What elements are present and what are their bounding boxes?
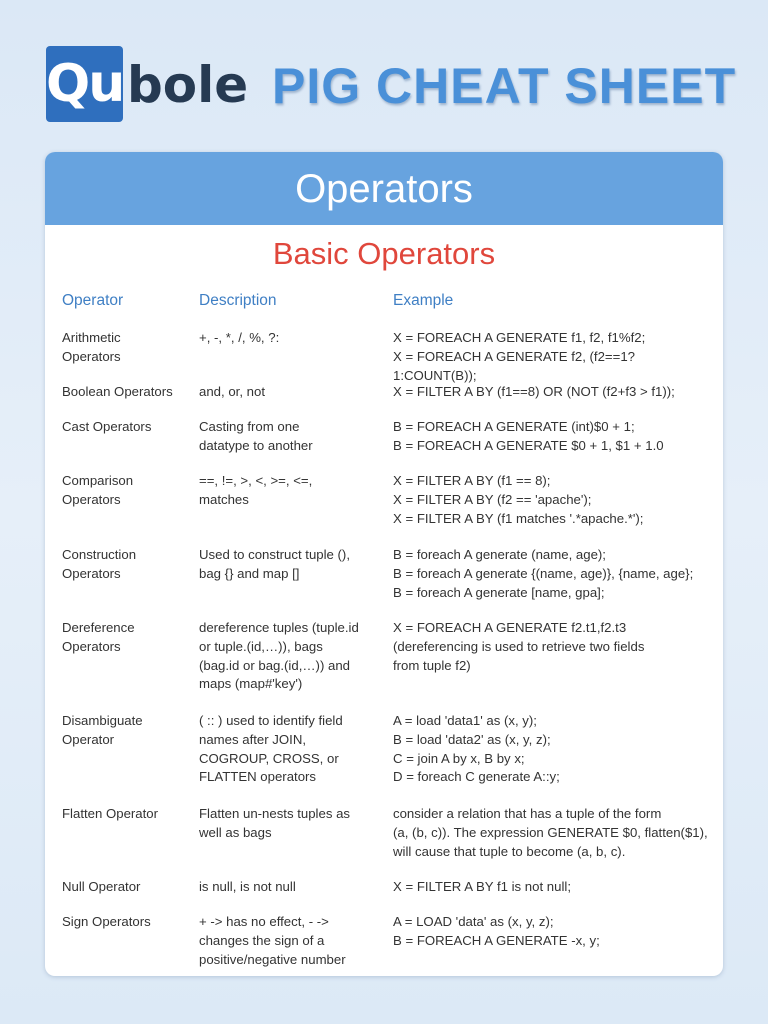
- operator-description: +, -, *, /, %, ?:: [199, 330, 280, 345]
- operator-name: Disambiguate Operator: [62, 713, 143, 747]
- column-header-operator: Operator: [62, 292, 124, 309]
- operator-description: dereference tuples (tuple.id or tuple.(id,…)), bags (bag.id or bag.(id,…)) and maps (map#'key'): [199, 620, 359, 692]
- operator-name: Construction Operators: [62, 547, 137, 581]
- operator-name: Boolean Operators: [62, 384, 173, 399]
- operator-name: Null Operator: [62, 879, 141, 894]
- operator-name: Arithmetic Operators: [62, 330, 121, 364]
- operator-description: Flatten un-nests tuples as well as bags: [199, 806, 351, 840]
- section-title: Basic Operators: [272, 236, 496, 271]
- operator-description: is null, is not null: [199, 879, 296, 894]
- operators-card: [45, 152, 723, 976]
- operator-example: A = load 'data1' as (x, y); B = load 'data2' as (x, y, z); C = join A by x, B by x; D = foreach C generate A::y;: [393, 713, 560, 785]
- operator-description: + -> has no effect, - -> changes the sign of a positive/negative number: [199, 914, 346, 967]
- operator-example: X = FILTER A BY f1 is not null;: [393, 879, 571, 894]
- operator-description: and, or, not: [199, 384, 265, 399]
- card-header: Operators: [45, 152, 723, 225]
- operator-description: ==, !=, >, <, >=, <=, matches: [199, 473, 313, 507]
- operator-name: Sign Operators: [62, 914, 151, 929]
- operator-description: ( :: ) used to identify field names after JOIN, COGROUP, CROSS, or FLATTEN operators: [199, 713, 343, 785]
- operator-example: X = FILTER A BY (f1==8) OR (NOT (f2+f3 > f1));: [393, 384, 675, 399]
- operator-description: Casting from one datatype to another: [199, 419, 313, 453]
- operator-name: Cast Operators: [62, 419, 152, 434]
- operator-example: consider a relation that has a tuple of the form (a, (b, c)). The expression GENERATE $0, flatten($1), will cause that tuple to become (a, b, c).: [393, 806, 708, 859]
- column-header-example: Example: [393, 292, 454, 309]
- operator-name: Dereference Operators: [62, 620, 135, 654]
- qubole-logo-wordmark: bole: [127, 56, 249, 114]
- operator-name: Flatten Operator: [62, 806, 159, 821]
- operator-example: A = LOAD 'data' as (x, y, z); B = FOREACH A GENERATE -x, y;: [393, 914, 600, 948]
- column-header-description: Description: [199, 292, 277, 309]
- operator-example: B = FOREACH A GENERATE (int)$0 + 1; B = FOREACH A GENERATE $0 + 1, $1 + 1.0: [393, 419, 664, 453]
- qubole-logo-mark: Qu: [46, 46, 123, 122]
- operator-name: Comparison Operators: [62, 473, 134, 507]
- operator-example: B = foreach A generate (name, age); B = foreach A generate {(name, age)}, {name, age}; B = foreach A generate [name, gpa];: [393, 547, 694, 600]
- operator-description: Used to construct tuple (), bag {} and map []: [199, 547, 350, 581]
- operator-example: X = FILTER A BY (f1 == 8); X = FILTER A BY (f2 == 'apache'); X = FILTER A BY (f1 matches '.*apache.*');: [393, 473, 644, 526]
- operator-example: X = FOREACH A GENERATE f2.t1,f2.t3 (dereferencing is used to retrieve two fields from tuple f2): [393, 620, 645, 673]
- document-title: PIG CHEAT SHEET: [272, 58, 737, 114]
- operator-example: X = FOREACH A GENERATE f1, f2, f1%f2; X = FOREACH A GENERATE f2, (f2==1?1:COUNT(B));: [393, 330, 646, 383]
